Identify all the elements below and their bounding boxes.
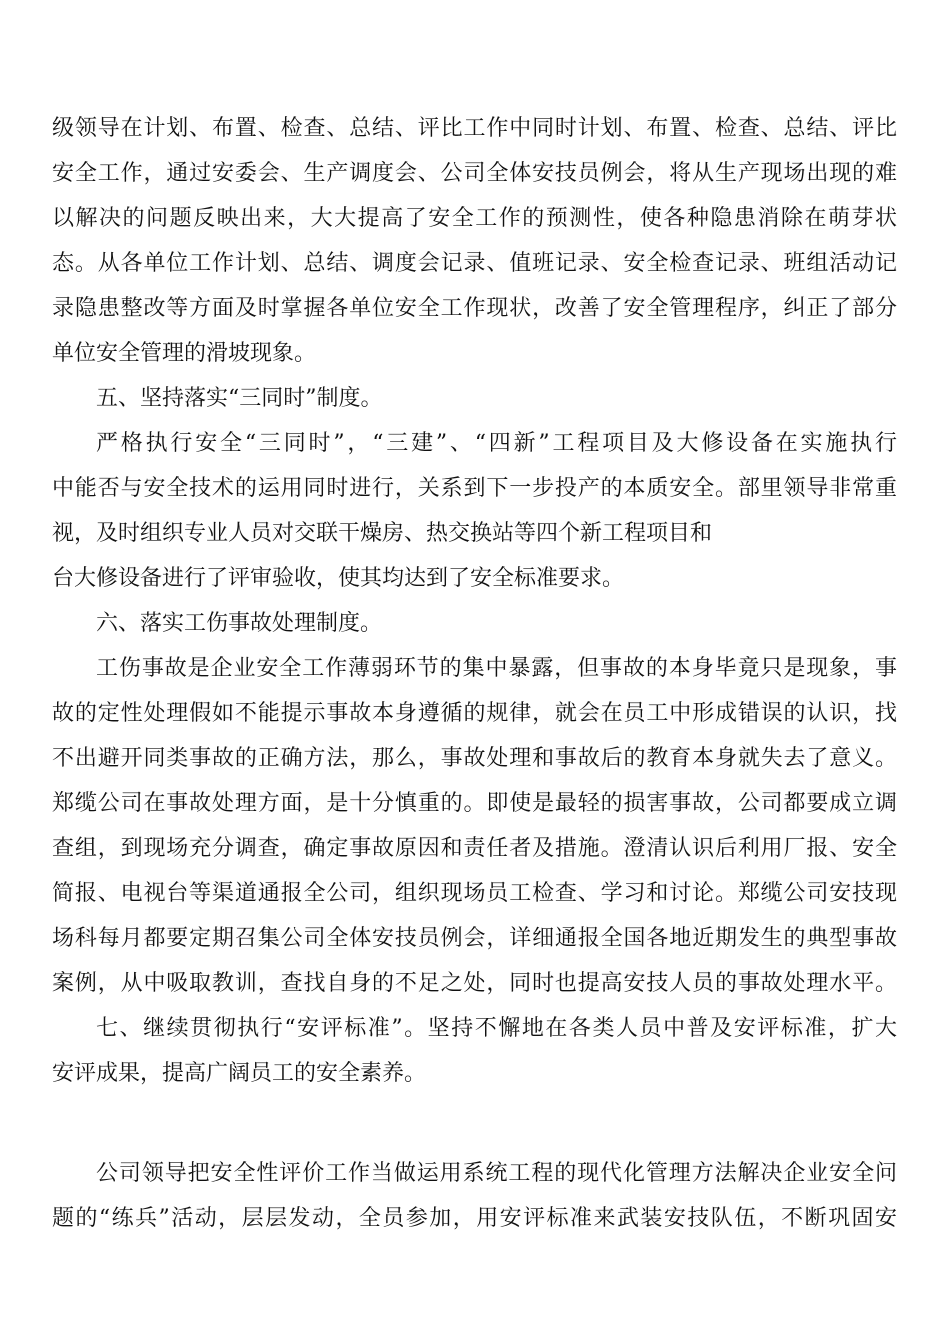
text-line: 工伤事故是企业安全工作薄弱环节的集中暴露，但事故的本身毕竟只是现象，事 [96,656,897,681]
text-line: 题的“练兵”活动，层层发动，全员参加，用安评标准来武装安技队伍，不断巩固安 [52,1206,897,1231]
text-line: 以解决的问题反映出来，大大提高了安全工作的预测性，使各种隐患消除在萌芽状 [52,206,897,231]
text-line: 台大修设备进行了评审验收，使其均达到了安全标准要求。 [52,566,625,591]
text-line: 态。从各单位工作计划、总结、调度会记录、值班记录、安全检查记录、班组活动记 [52,251,897,276]
text-line: 简报、电视台等渠道通报全公司，组织现场员工检查、学习和讨论。郑缆公司安技现 [52,881,897,906]
text-line: 视，及时组织专业人员对交联干燥房、热交换站等四个新工程项目和 [52,521,713,546]
text-line: 案例，从中吸取教训，查找自身的不足之处，同时也提高安技人员的事故处理水平。 [52,971,897,996]
text-line: 故的定性处理假如不能提示事故本身遵循的规律，就会在员工中形成错误的认识，找 [52,701,897,726]
section-heading: 七、继续贯彻执行“安评标准”。坚持不懈地在各类人员中普及安评标准，扩大 [96,1016,897,1041]
text-line: 严格执行安全“三同时”，“三建”、“四新”工程项目及大修设备在实施执行 [96,431,897,456]
text-line: 不出避开同类事故的正确方法，那么，事故处理和事故后的教育本身就失去了意义。 [52,746,897,771]
section-heading: 五、坚持落实“三同时”制度。 [96,386,383,411]
text-line: 中能否与安全技术的运用同时进行，关系到下一步投产的本质安全。部里领导非常重 [52,476,897,501]
text-line: 场科每月都要定期召集公司全体安技员例会，详细通报全国各地近期发生的典型事故 [52,926,897,951]
text-line: 安评成果，提高广阔员工的安全素养。 [52,1061,427,1086]
text-line: 郑缆公司在事故处理方面，是十分慎重的。即使是最轻的损害事故，公司都要成立调 [52,791,897,816]
section-heading: 六、落实工伤事故处理制度。 [96,611,383,636]
text-line: 安全工作，通过安委会、生产调度会、公司全体安技员例会，将从生产现场出现的难 [52,161,897,186]
text-line: 单位安全管理的滑坡现象。 [52,341,317,366]
text-line: 级领导在计划、布置、检查、总结、评比工作中同时计划、布置、检查、总结、评比 [52,116,897,141]
text-line: 录隐患整改等方面及时掌握各单位安全工作现状，改善了安全管理程序，纠正了部分 [52,296,897,321]
text-line: 查组，到现场充分调查，确定事故原因和责任者及措施。澄清认识后利用厂报、安全 [52,836,897,861]
text-line: 公司领导把安全性评价工作当做运用系统工程的现代化管理方法解决企业安全问 [96,1161,897,1186]
